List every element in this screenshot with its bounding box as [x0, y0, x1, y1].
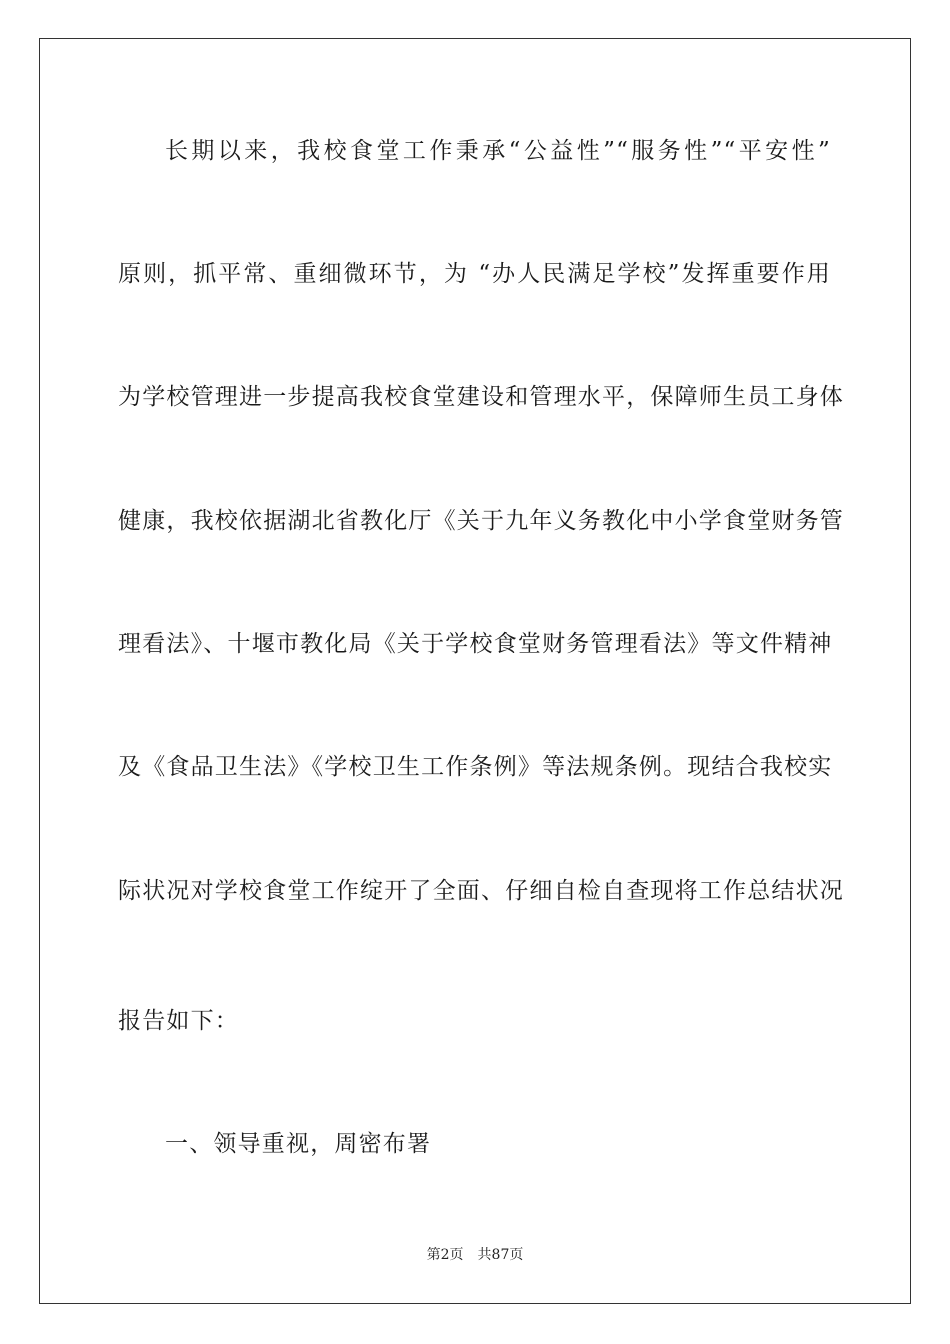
paragraph-line-5: 理看法》、十堰市教化局《关于学校食堂财务管理看法》等文件精神	[118, 631, 833, 657]
page-number: 第2页	[426, 1247, 464, 1263]
paragraph-line-2: 原则，抓平常、重细微环节，为 “办人民满足学校”发挥重要作用	[118, 261, 831, 287]
section-heading: 一、领导重视，周密布署	[165, 1131, 432, 1157]
paragraph-line-6: 及《食品卫生法》《学校卫生工作条例》等法规条例。现结合我校实	[118, 754, 833, 780]
paragraph-line-1: 长期以来，我校食堂工作秉承“公益性”“服务性”“平安性”	[165, 138, 831, 164]
paragraph-line-3: 为学校管理进一步提高我校食堂建设和管理水平，保障师生员工身体	[118, 384, 844, 410]
total-pages: 共87页	[477, 1247, 524, 1263]
paragraph-line-7: 际状况对学校食堂工作绽开了全面、仔细自检自查现将工作总结状况	[118, 878, 844, 904]
page-footer	[0, 1246, 950, 1264]
paragraph-line-8: 报告如下：	[118, 1008, 239, 1034]
page-frame	[39, 38, 911, 1304]
paragraph-line-4: 健康，我校依据湖北省教化厅《关于九年义务教化中小学食堂财务管	[118, 508, 844, 534]
